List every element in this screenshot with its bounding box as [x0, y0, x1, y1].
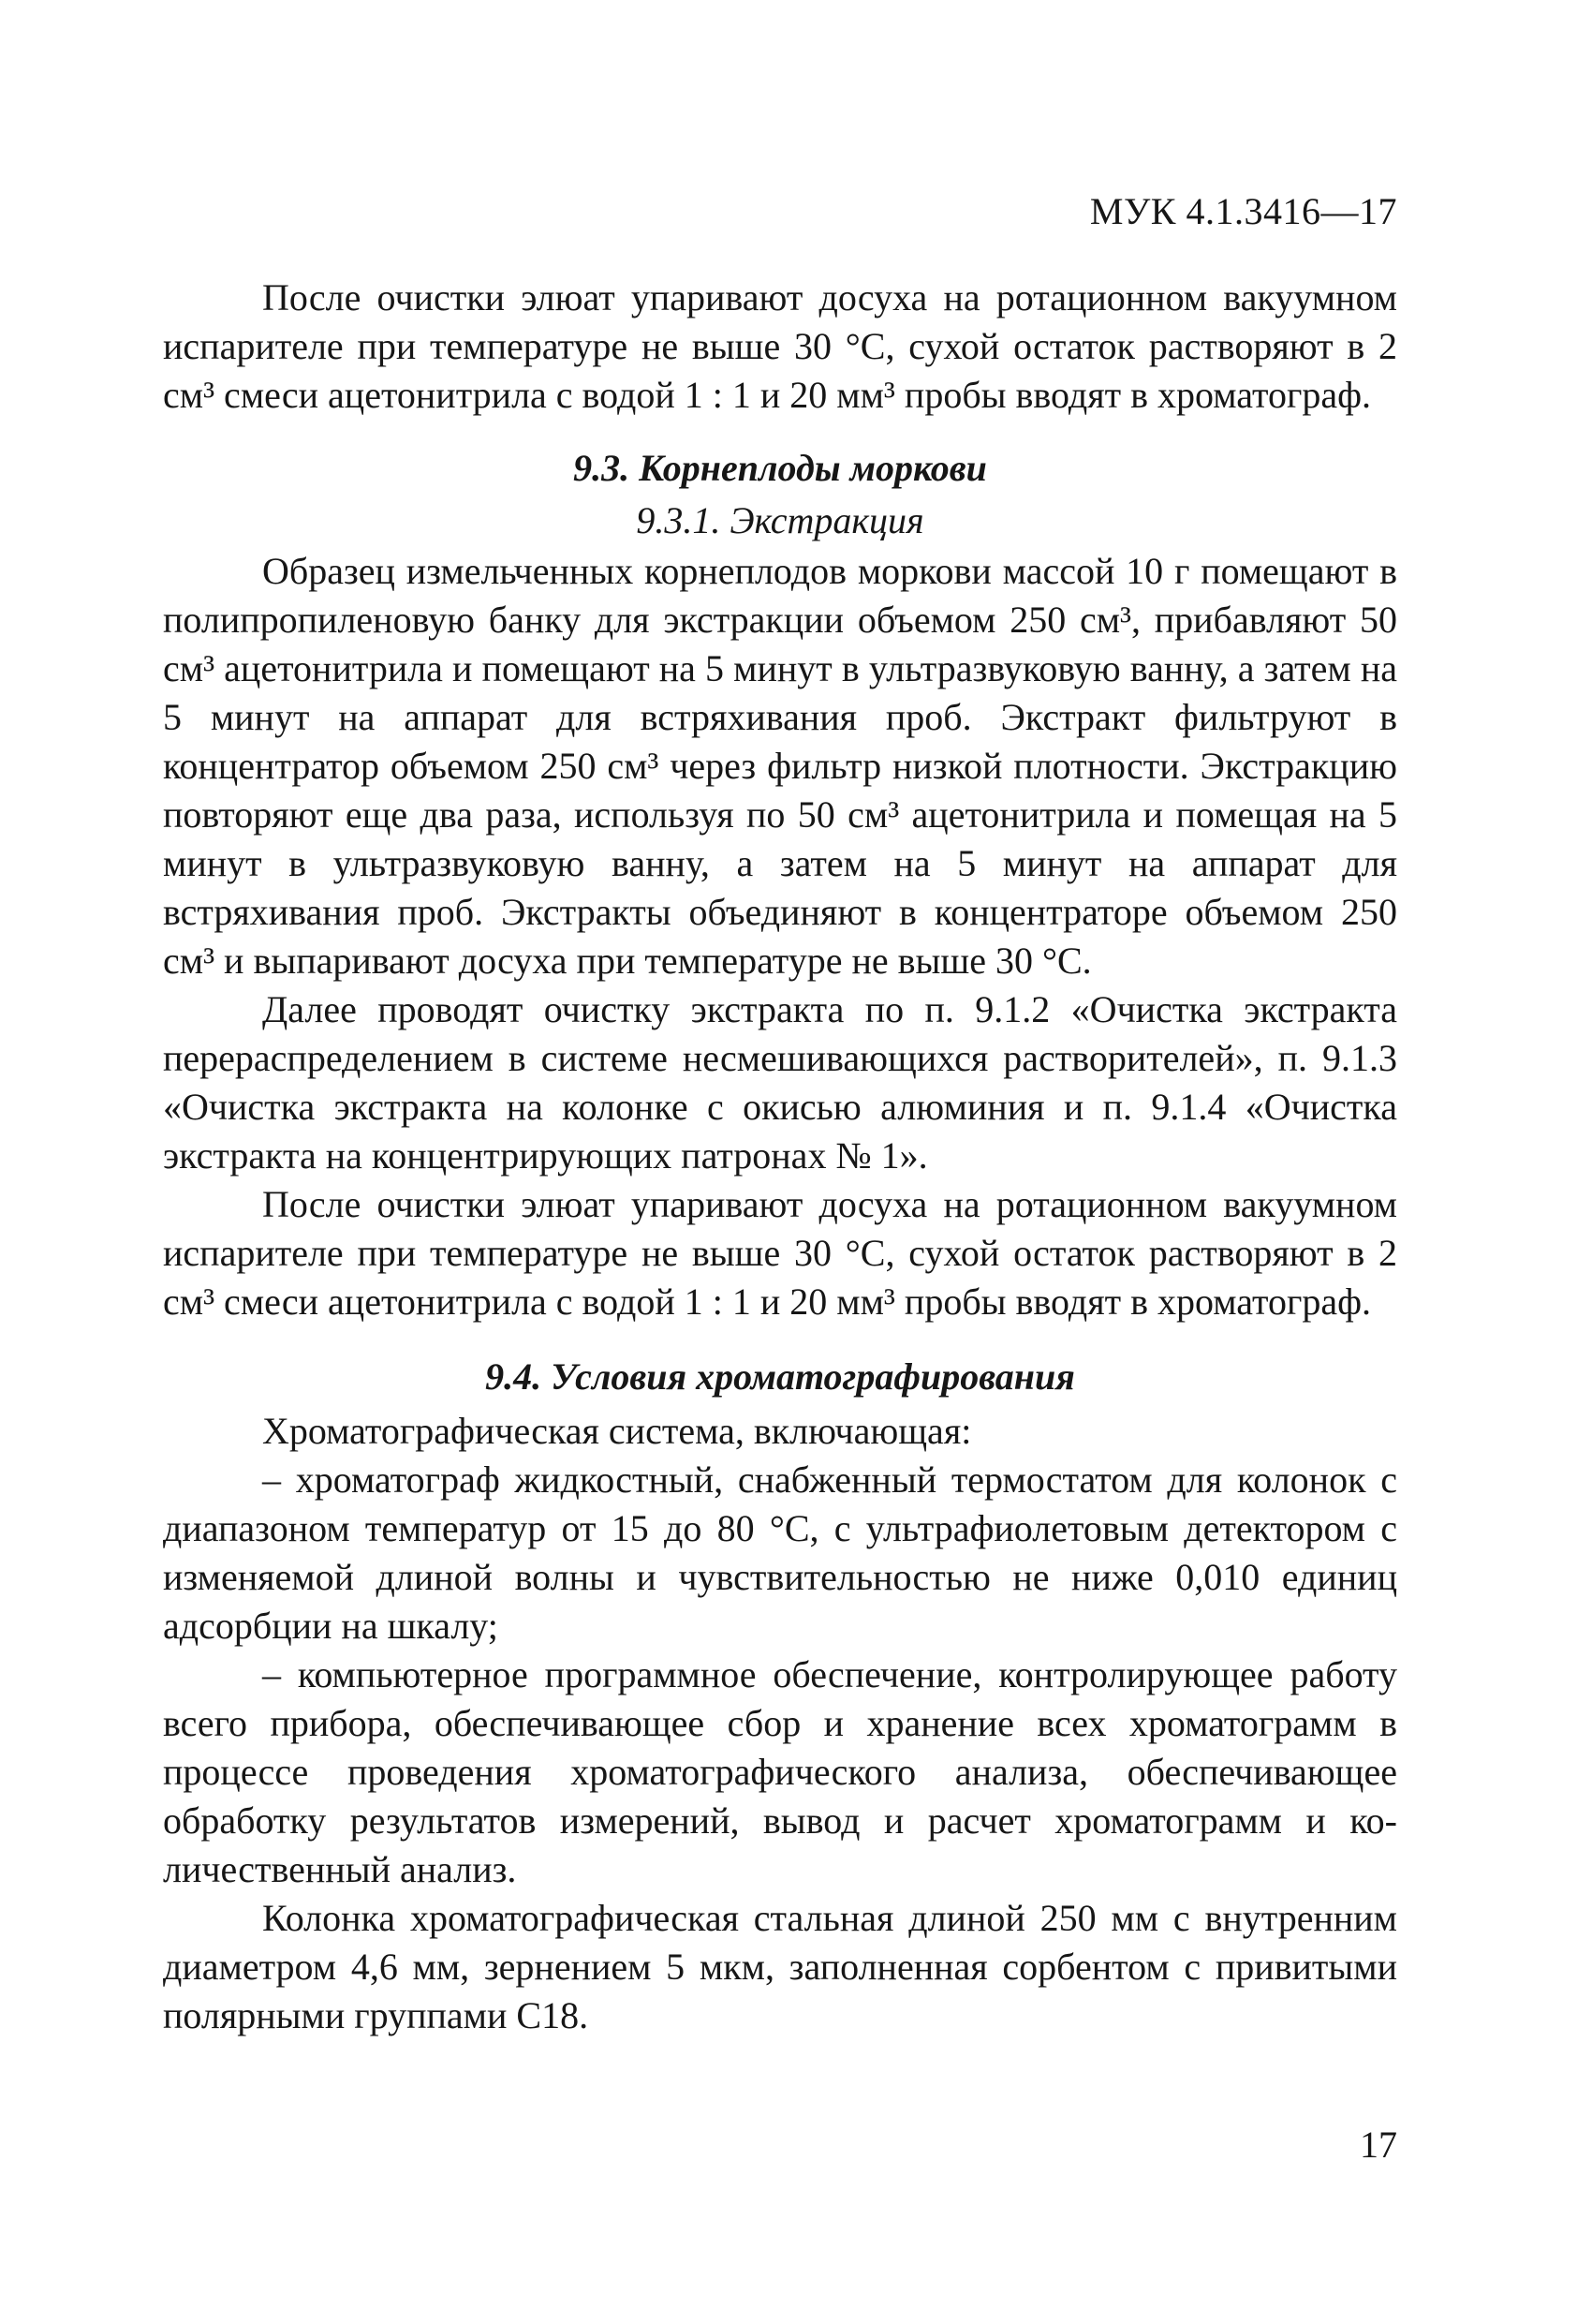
document-code-header: МУК 4.1.3416—17 — [1089, 190, 1397, 232]
paragraph-extraction: Образец измельченных корнеплодов моркови массой 10 г помещают в полипропиленовую банку для экстракции объемом 250 см³, прибавляют 50 см³ ацетонитрила и помещают на 5 минут в ультразвуковую ванну, а затем на 5 минут на аппарат для встряхивания проб. Экстракт фильтруют в концентратор объемом 250 см³ через фильтр низкой плотности. Экстракцию повторяют еще два раза, используя по 50 см³ ацетонитрила и помещая на 5 минут в ультразвуковую ванну, а затем на 5 минут на аппарат для встряхивания проб. Экстракты объединяют в концентраторе объемом 250 см³ и выпаривают досуха при температуре не выше 30 °С. — [163, 550, 1397, 982]
section-heading-9-4: 9.4. Условия хроматографирования — [485, 1355, 1075, 1398]
paragraph-column: Колонка хроматографическая стальная длиной 250 мм с внутренним диаметром 4,6 мм, зернением 5 мкм, заполненная сорбентом с привитыми полярными группами С18. — [163, 1897, 1397, 2036]
list-item-chromatograph: – хроматограф жидкостный, снабженный термостатом для колонок с диапазоном температур от 15 до 80 °С, с ультрафиолетовым детектором с изменяемой длиной волны и чувствительностью не ниже 0,010 единиц адсорбции на шкалу; — [163, 1458, 1397, 1647]
paragraph-evaporation-2: После очистки элюат упаривают досуха на ротационном вакуумном испарителе при температуре не выше 30 °С, сухой остаток растворяют в 2 см³ смеси ацетонитрила с водой 1 : 1 и 20 мм³ пробы вводят в хроматограф. — [163, 1183, 1397, 1323]
paragraph-evaporation-1: После очистки элюат упаривают досуха на ротационном вакуумном испарителе при температуре не выше 30 °С, сухой остаток растворяют в 2 см³ смеси ацетонитрила с водой 1 : 1 и 20 мм³ пробы вводят в хроматограф. — [163, 276, 1397, 416]
list-item-software: – компьютерное программное обеспечение, контролирующее работу всего прибора, обеспечивающее сбор и хранение всех хроматограмм в процессе проведения хроматографического анализа, обеспечивающее обработку результатов измерений, вывод и расчет хроматограмм и количественный анализ. — [163, 1653, 1397, 1890]
section-heading-9-3: 9.3. Корнеплоды моркови — [573, 447, 987, 489]
paragraph-system-intro: Хроматографическая система, включающая: — [262, 1410, 972, 1452]
subsection-heading-9-3-1: 9.3.1. Экстракция — [636, 499, 924, 541]
paragraph-cleanup-reference: Далее проводят очистку экстракта по п. 9.1.2 «Очистка экстракта перераспределением в системе несмешивающихся растворителей», п. 9.1.3 «Очистка экстракта на колонке с окисью алюминия и п. 9.1.4 «Очистка экстракта на концентрирующих патронах № 1». — [163, 988, 1397, 1177]
page-number: 17 — [1360, 2124, 1397, 2166]
document-body — [163, 274, 1397, 2040]
